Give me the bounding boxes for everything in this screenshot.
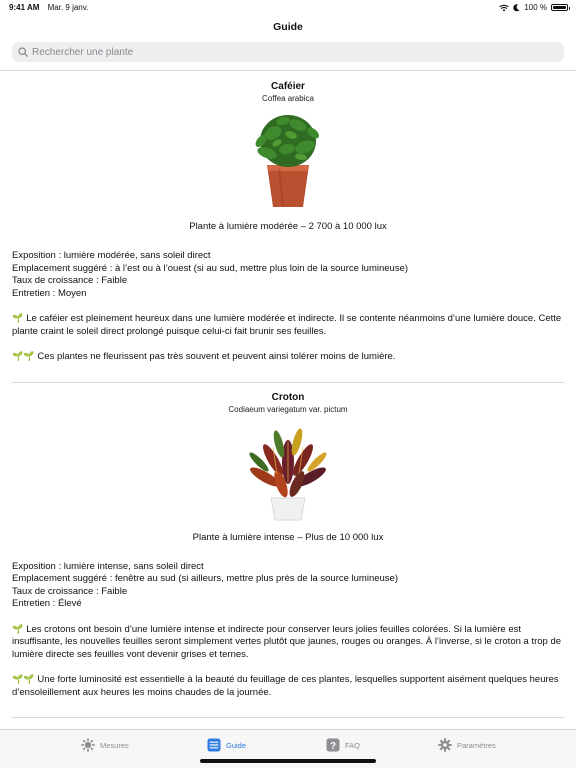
plant-info xyxy=(12,250,576,300)
light-level-caption: Plante à lumière modérée – 2 700 à 10 000 lux xyxy=(189,221,387,232)
plant-latin-name: Codiaeum variegatum var. pictum xyxy=(228,404,348,414)
search-placeholder: Rechercher une plante xyxy=(32,46,134,58)
plant-card xyxy=(0,383,576,719)
sprout-icon: 🌱 xyxy=(12,313,24,323)
info-exposure: Exposition : lumière intense, sans soleil direct xyxy=(12,560,204,572)
battery-percentage: 100 % xyxy=(524,3,547,12)
info-location: Emplacement suggéré : fenêtre au sud (si ailleurs, mettre plus près de la source lumineuse) xyxy=(12,573,398,584)
guide-list[interactable] xyxy=(0,71,576,729)
plant-name: Caféier xyxy=(271,81,305,92)
question-icon xyxy=(326,738,340,752)
tab-label: Mesures xyxy=(100,740,129,750)
info-growth: Taux de croissance : Faible xyxy=(12,275,128,286)
plant-paragraph xyxy=(12,312,564,338)
light-level-caption: Plante à lumière intense – Plus de 10 000 lux xyxy=(192,531,384,543)
info-care: Entretien : Moyen xyxy=(12,287,87,299)
battery-icon xyxy=(551,4,568,11)
double-sprout-icon: 🌱🌱 xyxy=(12,351,35,361)
wifi-icon xyxy=(499,4,509,12)
croton-plant-image xyxy=(243,422,333,522)
svg-text:?: ? xyxy=(329,741,337,752)
tab-label: Paramètres xyxy=(457,740,496,750)
plant-paragraph xyxy=(12,623,564,662)
status-time: 9:41 AM xyxy=(9,3,40,12)
tab-mesures[interactable] xyxy=(81,738,129,752)
moon-icon xyxy=(513,4,520,12)
list-icon xyxy=(207,738,221,752)
info-location: Emplacement suggéré : à l’est ou à l’ouest (si au sud, mettre plus loin de la source lumineuse) xyxy=(12,262,409,274)
tab-label: Guide xyxy=(226,740,247,750)
tab-faq[interactable] xyxy=(326,738,360,752)
paragraph-text: Une forte luminosité est essentielle à la beauté du feuillage de ces plantes, lesquelles supportent aisément quelques heures d’ensoleillement aux heures les moins chaudes de la journée. xyxy=(12,674,559,698)
plant-card xyxy=(0,71,576,383)
coffee-plant-image xyxy=(243,111,333,211)
paragraph-text: Ces plantes ne fleurissent pas très souvent et peuvent ainsi tolérer moins de lumière. xyxy=(37,351,396,362)
gear-icon xyxy=(438,738,452,752)
paragraph-text: Les crotons ont besoin d’une lumière intense et indirecte pour conserver leurs jolies feuilles colorées. Si la lumière est insuffisante, les nouvelles feuilles seront simplement vertes plutôt que jaunes, rouges ou oranges. À l’inverse, si le croton a trop de lumière directe ses feuilles vont devenir grises et ternes. xyxy=(12,623,562,660)
plant-info xyxy=(12,561,576,611)
paragraph-text: Le caféier est pleinement heureux dans une lumière modérée et indirecte. Il se contente néanmoins d’une lumière douce. Cette plante craint le soleil direct prolongé puisque celui-ci fait brunir ses feuilles. xyxy=(12,313,562,337)
plant-divider xyxy=(12,717,564,718)
status-bar xyxy=(0,0,576,14)
home-indicator[interactable] xyxy=(200,759,376,763)
page-title: Guide xyxy=(273,21,303,33)
search-bar[interactable] xyxy=(12,42,564,62)
status-date: Mar. 9 janv. xyxy=(47,3,89,12)
search-icon xyxy=(18,47,28,57)
plant-name: Croton xyxy=(271,391,305,403)
tab-label: FAQ xyxy=(345,740,361,750)
plant-paragraph xyxy=(12,350,564,364)
info-growth: Taux de croissance : Faible xyxy=(12,585,128,597)
sprout-icon: 🌱 xyxy=(12,623,24,634)
info-exposure: Exposition : lumière modérée, sans soleil direct xyxy=(12,250,211,261)
tab-parametres[interactable] xyxy=(438,738,496,752)
plant-latin-name: Coffea arabica xyxy=(262,94,314,103)
info-care: Entretien : Élevé xyxy=(12,598,82,609)
tab-guide[interactable] xyxy=(207,738,246,752)
plant-paragraph xyxy=(12,673,564,699)
gear-sun-icon xyxy=(81,738,95,752)
battery-fill xyxy=(553,6,566,9)
double-sprout-icon: 🌱🌱 xyxy=(12,674,35,684)
